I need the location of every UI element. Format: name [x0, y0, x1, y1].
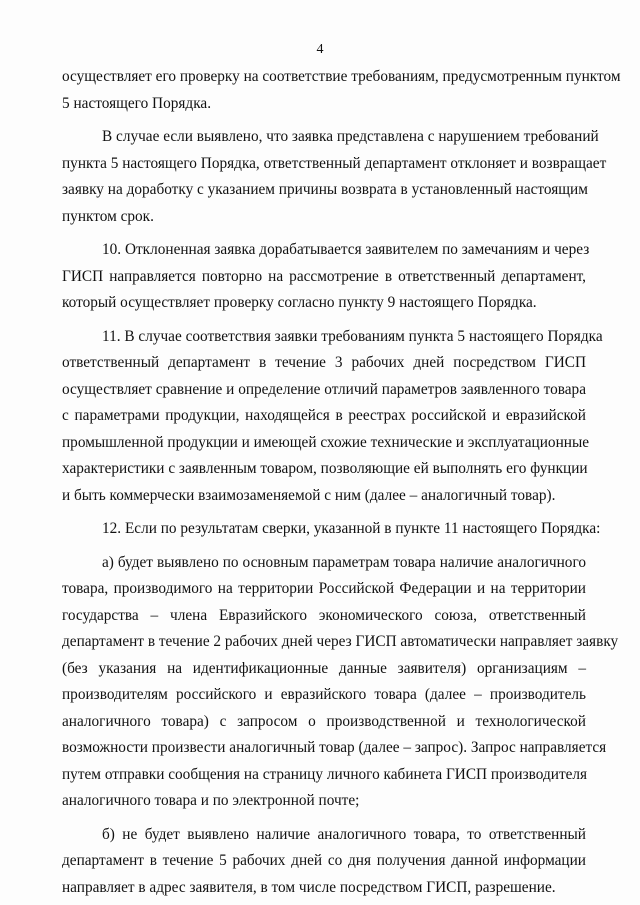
paragraph [62, 324, 603, 510]
paragraph-line: В случае если выявлено, что заявка представлена с нарушением требований [102, 128, 599, 145]
document-body [62, 64, 621, 901]
paragraph-line: направляет в адрес заявителя, в том числе посредством ГИСП, разрешение. [62, 878, 556, 896]
paragraph-line: департамент в течение 2 рабочих дней через ГИСП автоматически направляет заявку [62, 633, 619, 650]
paragraph-line: ГИСП направляется повторно на рассмотрение в ответственный департамент, [62, 267, 586, 285]
paragraph-line: 12. Если по результатам сверки, указанной в пункте 11 настоящего Порядка: [102, 520, 601, 537]
paragraph [62, 550, 619, 815]
paragraph-line: заявку на доработку с указанием причины возврата в установленный настоящим [62, 181, 588, 198]
paragraph-line: с параметрами продукции, находящейся в реестрах российской и евразийской [62, 407, 586, 424]
paragraph [62, 124, 607, 230]
paragraph [62, 516, 601, 543]
paragraph [62, 64, 621, 117]
paragraph-line: характеристики с заявленным товаром, позволяющие ей выполнять его функции [62, 460, 588, 477]
paragraph-line: аналогичного товара) с запросом о производственной и технологической [62, 712, 586, 730]
paragraph-line: и быть коммерчески взаимозаменяемой с ним (далее – аналогичный товар). [62, 486, 556, 504]
paragraph-line: 11. В случае соответствия заявки требованиям пункта 5 настоящего Порядка [102, 327, 603, 345]
paragraph-line: государства – члена Евразийского экономического союза, ответственный [62, 606, 586, 624]
paragraph-line: (без указания на идентификационные данные заявителя) организациям – [62, 659, 586, 677]
paragraph-line: а) будет выявлено по основным параметрам товара наличие аналогичного [102, 553, 586, 571]
page-number: 4 [316, 42, 324, 57]
paragraph-line: пунктом срок. [62, 207, 154, 225]
paragraph-line: 5 настоящего Порядка. [62, 94, 212, 112]
paragraph-line: аналогичного товара и по электронной почте; [62, 792, 360, 809]
paragraph-line: который осуществляет проверку согласно пункту 9 настоящего Порядка. [62, 294, 537, 311]
paragraph-line: осуществляет его проверку на соответствие требованиям, предусмотренным пунктом [62, 68, 621, 85]
paragraph-line: производителям российского и евразийского товара (далее – производитель [62, 686, 586, 703]
paragraph-line: 10. Отклоненная заявка дорабатывается заявителем по замечаниям и через [102, 241, 590, 258]
paragraph-line: б) не будет выявлено наличие аналогичного товара, то ответственный [102, 825, 586, 843]
paragraph-line: осуществляет сравнение и определение отличий параметров заявленного товара [62, 380, 586, 398]
paragraph-line: промышленной продукции и имеющей схожие технические и эксплуатационные [62, 433, 590, 451]
paragraph-line: возможности произвести аналогичный товар (далее – запрос). Запрос направляется [62, 739, 607, 756]
paragraph-line: товара, производимого на территории Российской Федерации и на территории [62, 580, 586, 597]
paragraph-line: департамент в течение 5 рабочих дней со дня получения данной информации [62, 852, 586, 869]
paragraph [62, 822, 586, 902]
paragraph-line: путем отправки сообщения на страницу личного кабинета ГИСП производителя [62, 765, 588, 783]
paragraph-line: пункта 5 настоящего Порядка, ответственный департамент отклоняет и возвращает [62, 154, 607, 172]
paragraph-line: ответственный департамент в течение 3 рабочих дней посредством ГИСП [62, 354, 586, 371]
paragraph [62, 237, 590, 317]
